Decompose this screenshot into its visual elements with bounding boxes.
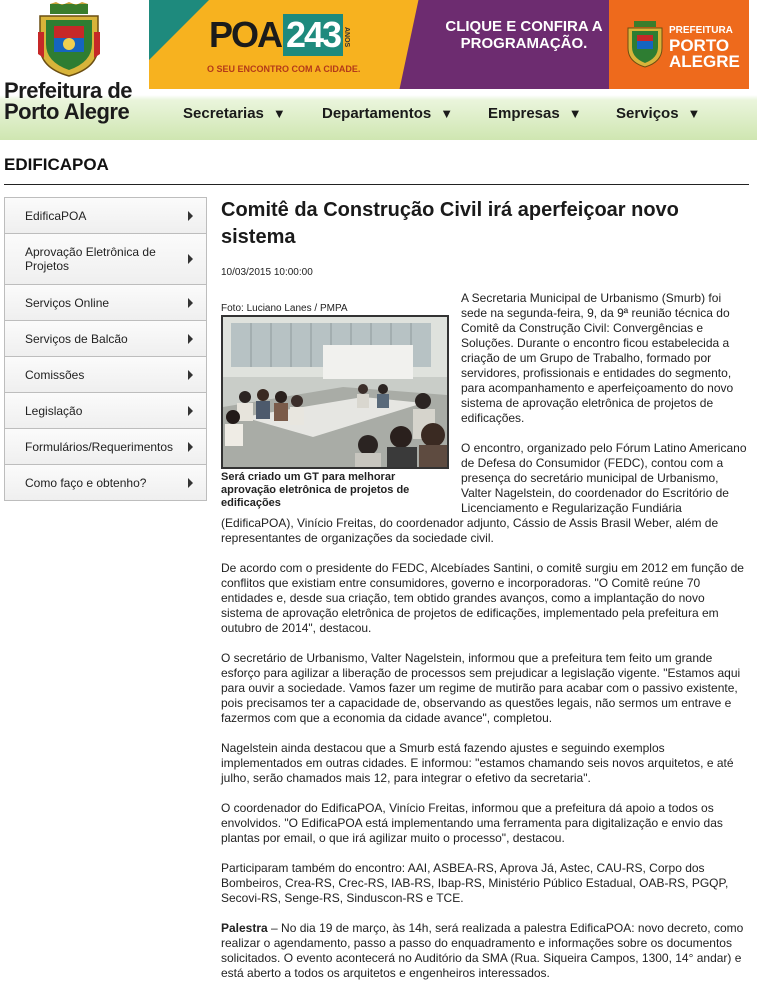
sidebar-item-comissoes[interactable] bbox=[5, 357, 206, 393]
banner-years: 243 bbox=[283, 14, 343, 56]
section-divider bbox=[4, 184, 749, 185]
banner-brand-line-2: ALEGRE bbox=[669, 52, 740, 71]
article-title: Comitê da Construção Civil irá aperfeiçoar novo sistema bbox=[221, 199, 679, 248]
sidebar-item-label: Comissões bbox=[25, 367, 85, 382]
sidebar-item-label: Aprovação Eletrônica de Projetos bbox=[25, 245, 156, 273]
article-body bbox=[221, 291, 749, 981]
main-nav bbox=[0, 105, 757, 127]
nav-empresas[interactable] bbox=[488, 105, 582, 122]
meeting-photo-image bbox=[223, 317, 447, 467]
banner-brand bbox=[669, 24, 740, 70]
brand-line-1: Prefeitura de bbox=[4, 78, 132, 103]
chevron-right-icon bbox=[188, 442, 193, 452]
nav-label: Empresas bbox=[488, 105, 560, 122]
photo-caption: Será criado um GT para melhorar aprovação eletrônica de projetos de edificações bbox=[221, 471, 410, 509]
sidebar-menu bbox=[4, 197, 207, 501]
brand-line-2: Porto Alegre bbox=[4, 99, 130, 124]
city-coat-of-arms-logo[interactable] bbox=[36, 2, 102, 78]
article-paragraph: O coordenador do EdificaPOA, Vinício Freitas, informou que a prefeitura dá apoio a todos os envolvidos. "O EdificaPOA está implementando uma ferramenta para digitalização e envio das plantas por email, o que irá agilizar muito o processo", destacou. bbox=[221, 801, 723, 845]
caret-down-icon: ▼ bbox=[687, 106, 701, 121]
caret-down-icon: ▼ bbox=[568, 106, 582, 121]
sidebar-item-label: Serviços de Balcão bbox=[25, 331, 128, 346]
poa-243-banner[interactable] bbox=[149, 0, 749, 89]
article-paragraph: Participaram também do encontro: AAI, ASBEA-RS, Aprova Já, Astec, CAU-RS, Corpo dos Bombeiros, Crea-RS, Crec-RS, IAB-RS, Ibap-RS, Ministério Público Estadual, OAB-RS, PGQP, Secovi-RS, Senge-RS, Sinduscon-RS e TCE. bbox=[221, 861, 729, 905]
banner-poa-logo bbox=[209, 14, 350, 56]
article-date: 10/03/2015 10:00:00 bbox=[221, 267, 313, 278]
caret-down-icon: ▼ bbox=[440, 106, 454, 121]
chevron-right-icon bbox=[188, 478, 193, 488]
sidebar-item-formularios[interactable] bbox=[5, 429, 206, 465]
sidebar-item-edificapoa[interactable] bbox=[5, 198, 206, 234]
chevron-right-icon bbox=[188, 370, 193, 380]
sidebar-item-servicos-online[interactable] bbox=[5, 285, 206, 321]
meeting-photo[interactable] bbox=[221, 315, 449, 469]
banner-tagline: O SEU ENCONTRO COM A CIDADE. bbox=[207, 64, 361, 74]
banner-brand-line-1: PORTO bbox=[669, 36, 730, 55]
nav-departamentos[interactable] bbox=[322, 105, 453, 122]
nav-label: Departamentos bbox=[322, 105, 432, 122]
chevron-right-icon bbox=[188, 298, 193, 308]
sidebar-item-label: Legislação bbox=[25, 403, 83, 418]
article-paragraph-palestra bbox=[221, 921, 749, 981]
chevron-right-icon bbox=[188, 211, 193, 221]
sidebar-item-label: EdificaPOA bbox=[25, 208, 87, 223]
article-figure bbox=[221, 303, 449, 510]
sidebar-item-legislacao[interactable] bbox=[5, 393, 206, 429]
nav-label: Serviços bbox=[616, 105, 679, 122]
photo-credit: Foto: Luciano Lanes / PMPA bbox=[221, 303, 348, 314]
chevron-right-icon bbox=[188, 334, 193, 344]
article-paragraph: Nagelstein ainda destacou que a Smurb está fazendo ajustes e seguindo exemplos implementados em outras cidades. E informou: "estamos chamando seis novos arquitetos, e até julho, serão chamados mais 12, para integrar o efetivo da secretaria". bbox=[221, 741, 734, 785]
banner-years-suffix: ANOS bbox=[343, 27, 351, 48]
banner-coat-of-arms-icon bbox=[625, 20, 665, 68]
sidebar-item-label: Formulários/Requerimentos bbox=[25, 439, 174, 454]
nav-label: Secretarias bbox=[183, 105, 264, 122]
palestra-text: – No dia 19 de março, às 14h, será realizada a palestra EdificaPOA: novo decreto, como realizar o agendamento, passo a passo do enquadramento e informações sobre os documentos solicitados. O evento acontecerá no Auditório da SMA (Rua. Siqueira Campos, 1300, 14° andar) e está aberto a todos os arquitetos e engenheiros interessados. bbox=[221, 921, 744, 980]
nav-servicos[interactable] bbox=[616, 105, 700, 122]
banner-brand-small: PREFEITURA bbox=[669, 25, 733, 36]
sidebar-item-servicos-balcao[interactable] bbox=[5, 321, 206, 357]
nav-secretarias[interactable] bbox=[183, 105, 286, 122]
palestra-lead: Palestra bbox=[221, 921, 268, 935]
site-header bbox=[0, 0, 757, 140]
caret-down-icon: ▼ bbox=[272, 106, 286, 121]
chevron-right-icon bbox=[188, 406, 193, 416]
section-title: EDIFICAPOA bbox=[4, 155, 109, 174]
sidebar-item-label: Como faço e obtenho? bbox=[25, 475, 147, 490]
sidebar-item-aprovacao-eletronica[interactable] bbox=[5, 234, 206, 285]
article-paragraph: A Secretaria Municipal de Urbanismo (Smurb) foi sede na segunda-feira, 9, da 9ª reunião técnica do Comitê da Construção Civil: Convergências e Soluções. Durante o encontro ficou estabelecida a criação de um Grupo de Trabalho, formado por servidores, profissionais e entidades do segmento, para acompanhamento e aperfeiçoamento do novo sistema de aprovação eletrônica de projetos de edificações. bbox=[461, 291, 734, 425]
sidebar-item-label: Serviços Online bbox=[25, 295, 110, 310]
article-paragraph: O secretário de Urbanismo, Valter Nagelstein, informou que a prefeitura tem feito um grande esforço para agilizar a liberação de processos sem prejudicar a legislação vigente. "Estamos aqui para ouvir a sociedade. Vamos fazer um regime de mutirão para acabar com o passivo existente, pois precisamos ter a capacidade de, observando as questões legais, não sermos um entrave e fazermos com que a economia da cidade avance", completou. bbox=[221, 651, 741, 725]
chevron-right-icon bbox=[188, 254, 193, 264]
banner-poa-text: POA bbox=[209, 14, 282, 55]
news-article bbox=[221, 197, 749, 996]
article-paragraph: De acordo com o presidente do FEDC, Alcebíades Santini, o comitê surgiu em 2012 em função de conflitos que existiam entre consumidores, governo e incorporadoras. "O Comitê reúne 70 entidades e, desde sua criação, tem obtido grandes avanços, como a implantação do novo sistema de aprovação eletrônica de projetos de edificações, implementado pela prefeitura em outubro de 2014", destacou. bbox=[221, 561, 744, 635]
banner-cta: CLIQUE E CONFIRA A PROGRAMAÇÃO. bbox=[445, 18, 603, 52]
sidebar-item-como-faco[interactable] bbox=[5, 465, 206, 501]
article-paragraph: O encontro, organizado pelo Fórum Latino Americano de Defesa do Consumidor (FEDC), contou com a presença do secretário municipal de Urbanismo, Valter Nagelstein, do coordenador do Escritório de Licenciamento e Regularização Fundiária (EdificaPOA), Vinício Freitas, do coordenador adjunto, Cássio de Assis Brasil Weber, além de representantes de organizações da sociedade civil. bbox=[221, 441, 747, 545]
